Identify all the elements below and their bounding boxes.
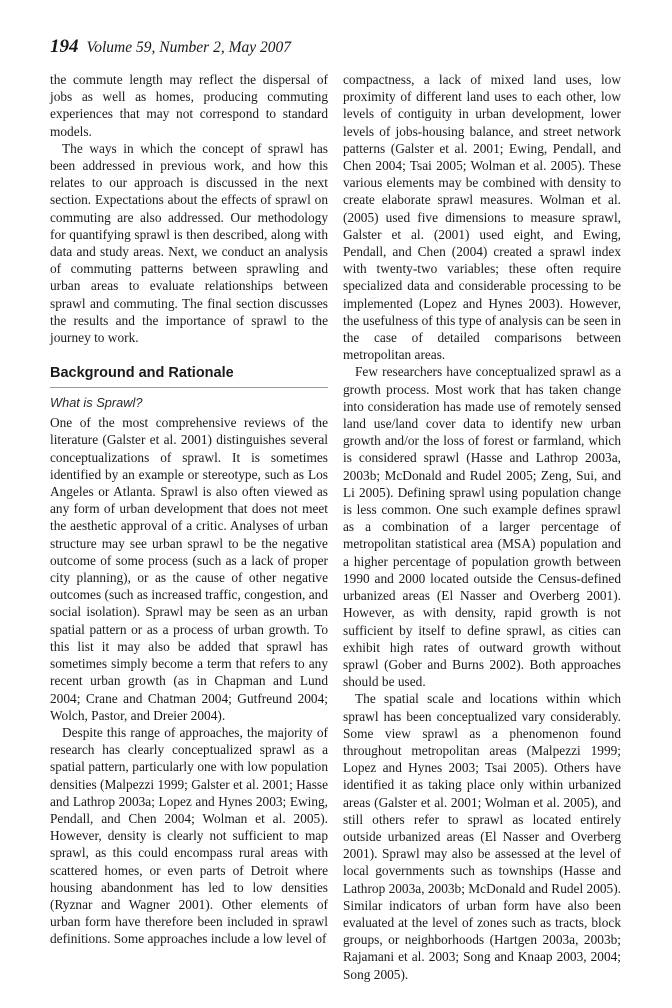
paragraph: One of the most comprehensive reviews of the literature (Galster et al. 2001) distinguishes several conceptualizations of sprawl. It is sometimes identified by an example or stereotype, such as Los Angeles or Atlanta. Sprawl is also often viewed as any form of urban development that does not meet the aesthetic approval of a critic. Analyses of urban structure may see urban sprawl to be the negative outcome of some process (such as a lack of proper city planning), or as the cause of other negative outcomes (such as increased traffic, congestion, and social isolation). Sprawl may be seen as an urban spatial pattern or as a process of urban growth. To this list it may also be added that sprawl has sometimes simply become a term that refers to any recent urban growth (as in Chapman and Lund 2004; Crane and Chatman 2004; Gutfreund 2004; Wolch, Pastor, and Dreier 2004). <box>50 415 328 723</box>
right-column <box>343 71 621 983</box>
paragraph: the commute length may reflect the dispersal of jobs as well as homes, producing commuting experiences that may not correspond to standard models. <box>50 72 328 139</box>
subsection-heading: What is Sprawl? <box>50 395 143 411</box>
running-head <box>50 36 291 58</box>
section-heading: Background and Rationale <box>50 364 328 388</box>
paragraph: compactness, a lack of mixed land uses, low proximity of different land uses to each other, low levels of contiguity in urban development, lower levels of jobs-housing balance, and street network patterns (Galster et al. 2001; Ewing, Pendall, and Chen 2004; Tsai 2005; Wolman et al. 2005). These various elements may be combined with density to create elaborate sprawl measures. Wolman et al. (2005) used five dimensions to measure sprawl, Galster et al. (2001) used eight, and Ewing, Pendall, and Chen (2004) created a sprawl index with twenty-two variables; these often require specialized data and considerable processing to be implemented (Lopez and Hynes 2003). However, the usefulness of this type of analysis can be seen in the case of detailed comparisons between metropolitan areas. <box>343 72 621 363</box>
paragraph: Despite this range of approaches, the majority of research has clearly conceptualized sprawl as a spatial pattern, particularly one with low population densities (Malpezzi 1999; Galster et al. 2001; Hasse and Lathrop 2003a; Lopez and Hynes 2003; Ewing, Pendall, and Chen 2004; Wolman et al. 2005). However, density is clearly not sufficient to map sprawl, as this could encompass rural areas with scattered homes, or even parts of Detroit where housing abandonment has led to low densities (Ryznar and Wagner 2001). Other elements of urban form have therefore been included in sprawl definitions. Some approaches include a low level of <box>50 724 328 947</box>
paragraph: The spatial scale and locations within which sprawl has been conceptualized vary considerably. Some view sprawl as a phenomenon found throughout metropolitan areas (Malpezzi 1999; Lopez and Hynes 2003; Tsai 2005). Others have identified it as taking place only within urbanized areas (Galster et al. 2001; Wolman et al. 2005), and still others refer to sprawl as located entirely outside urbanized areas (El Nasser and Overberg 2001). Sprawl may also be assessed at the level of local governments such as townships (Hasse and Lathrop 2003a, 2003b; McDonald and Rudel 2005). Similar indicators of urban form have also been evaluated at the level of zones such as tracts, block groups, or neighborhoods (Hartgen 2003a, 2003b; Rajamani et al. 2003; Song and Knaap 2003, 2004; Song 2005). <box>343 691 621 982</box>
paragraph: Few researchers have conceptualized sprawl as a growth process. Most work that has taken change into consideration has made use of remotely sensed land use/land cover data to identify new urban growth and/or the loss of forest or farmland, which is considered sprawl (Hasse and Lathrop 2003a, 2003b; McDonald and Rudel 2005; Zeng, Sui, and Li 2005). Defining sprawl using population change is less common. One such example defines sprawl as a combination of a larger percentage of metropolitan statistical area (MSA) population and a higher percentage of population growth between 1990 and 2000 located outside the Census-defined urbanized areas (El Nasser and Overberg 2001). However, as with density, rapid growth is not sufficient by itself to define sprawl, as cities can exhibit high rates of outward growth without sprawl (Gober and Burns 2002). Both approaches should be used. <box>343 364 621 690</box>
journal-info: Volume 59, Number 2, May 2007 <box>86 39 291 56</box>
paragraph: The ways in which the concept of sprawl has been addressed in previous work, and how this relates to our approach is discussed in the next section. Expectations about the effects of sprawl on commuting are also addressed. Our methodology for quantifying sprawl is then described, along with data and study areas. Next, we conduct an analysis of commuting patterns between sprawling and urban areas to evaluate relationships between sprawl and commuting. The final section discusses the results and the importance of sprawl to the journey to work. <box>50 140 328 346</box>
page-number: 194 <box>50 36 79 57</box>
left-column <box>50 71 328 948</box>
